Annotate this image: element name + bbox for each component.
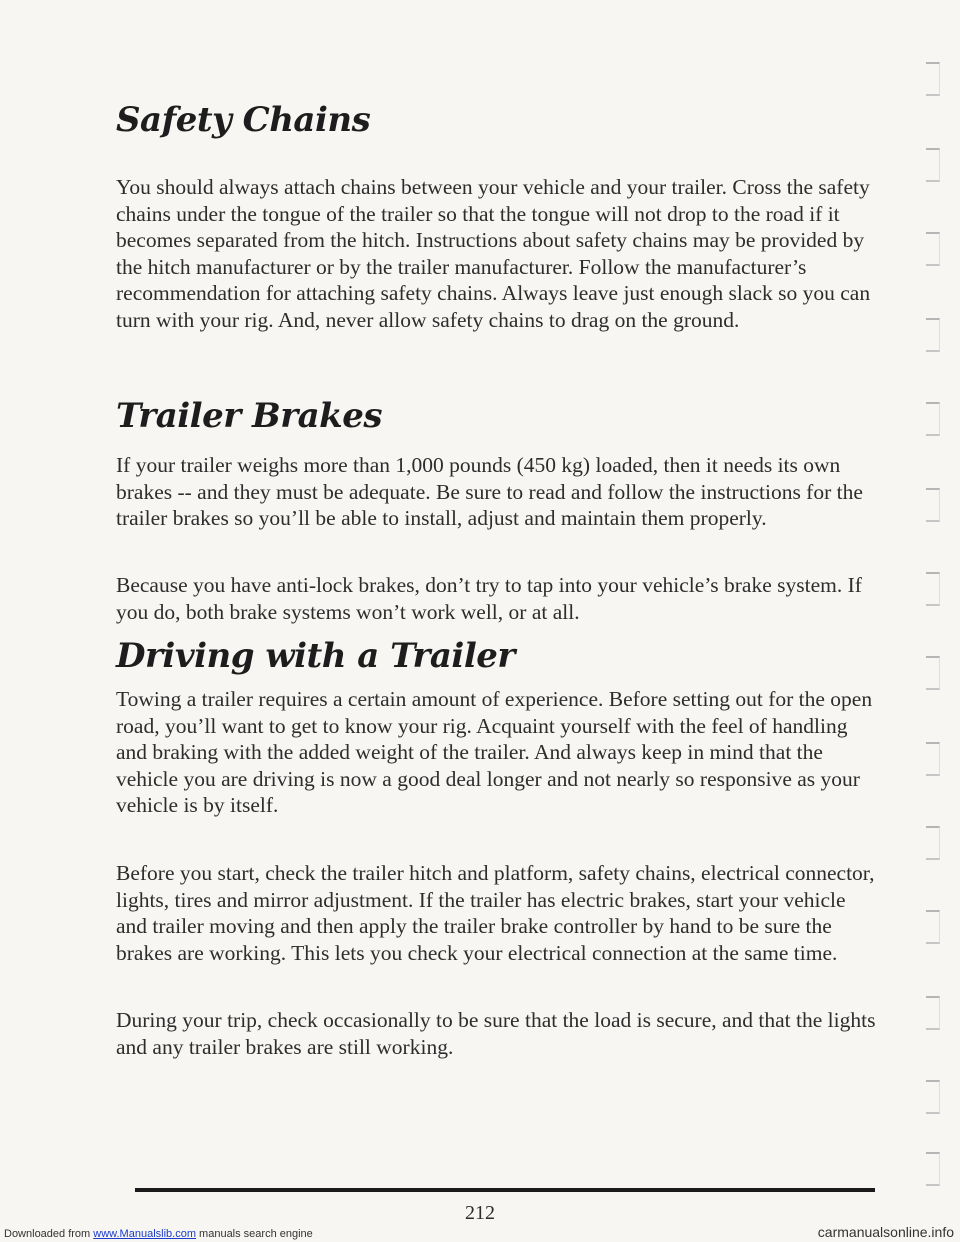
paragraph-trailer-brakes-1: If your trailer weighs more than 1,000 pounds (450 kg) loaded, then it needs its own brakes -- and they must be adequate. Be sure to read and follow the instructions for the trailer brakes so you’ll be able to install, adjust and maintain them properly.	[116, 453, 863, 530]
edge-tab-mark	[926, 148, 940, 182]
heading-trailer-brakes: Trailer Brakes	[116, 396, 382, 436]
edge-tab-mark	[926, 62, 940, 96]
manualslib-link[interactable]: www.Manualslib.com	[93, 1228, 196, 1240]
edge-tab-mark	[926, 910, 940, 944]
edge-tab-mark	[926, 572, 940, 606]
watermark-text: carmanualsonline.info	[817, 1224, 954, 1240]
edge-tab-mark	[926, 318, 940, 352]
edge-tab-mark	[926, 1080, 940, 1114]
edge-tab-mark	[926, 402, 940, 436]
edge-tab-mark	[926, 826, 940, 860]
edge-tab-mark	[926, 656, 940, 690]
download-footer	[4, 1228, 313, 1240]
paragraph-driving-2: Before you start, check the trailer hitch and platform, safety chains, electrical connector, lights, tires and mirror adjustment. If the trailer has electric brakes, start your vehicle and trailer moving and then apply the trailer brake controller by hand to be sure the brakes are working. This lets you check your electrical connection at the same time.	[116, 861, 875, 965]
edge-tab-mark	[926, 742, 940, 776]
footer-prefix: Downloaded from	[4, 1228, 91, 1240]
edge-tab-mark	[926, 1152, 940, 1186]
edge-tab-mark	[926, 996, 940, 1030]
edge-tab-mark	[926, 488, 940, 522]
page-number: 212	[465, 1202, 495, 1224]
heading-safety-chains: Safety Chains	[116, 100, 371, 140]
paragraph-safety-chains: You should always attach chains between your vehicle and your trailer. Cross the safety chains under the tongue of the trailer so that the tongue will not drop to the road if it becomes separated from the hitch. Instructions about safety chains may be provided by the hitch manufacturer or by the trailer manufacturer. Follow the manufacturer’s recommendation for attaching safety chains. Always leave just enough slack so you can turn with your rig. And, never allow safety chains to drag on the ground.	[116, 175, 871, 332]
heading-driving-with-trailer: Driving with a Trailer	[116, 636, 515, 676]
paragraph-driving-1: Towing a trailer requires a certain amount of experience. Before setting out for the open road, you’ll want to get to know your rig. Acquaint yourself with the feel of handling and braking with the added weight of the trailer. And always keep in mind that the vehicle you are driving is now a good deal longer and not nearly so responsive as your vehicle is by itself.	[116, 687, 873, 817]
edge-tab-mark	[926, 232, 940, 266]
footer-suffix: manuals search engine	[199, 1228, 313, 1240]
paragraph-trailer-brakes-2: Because you have anti-lock brakes, don’t try to tap into your vehicle’s brake system. If you do, both brake systems won’t work well, or at all.	[116, 573, 862, 624]
footer-rule	[135, 1188, 875, 1192]
paragraph-driving-3: During your trip, check occasionally to be sure that the load is secure, and that the lights and any trailer brakes are still working.	[116, 1008, 876, 1059]
